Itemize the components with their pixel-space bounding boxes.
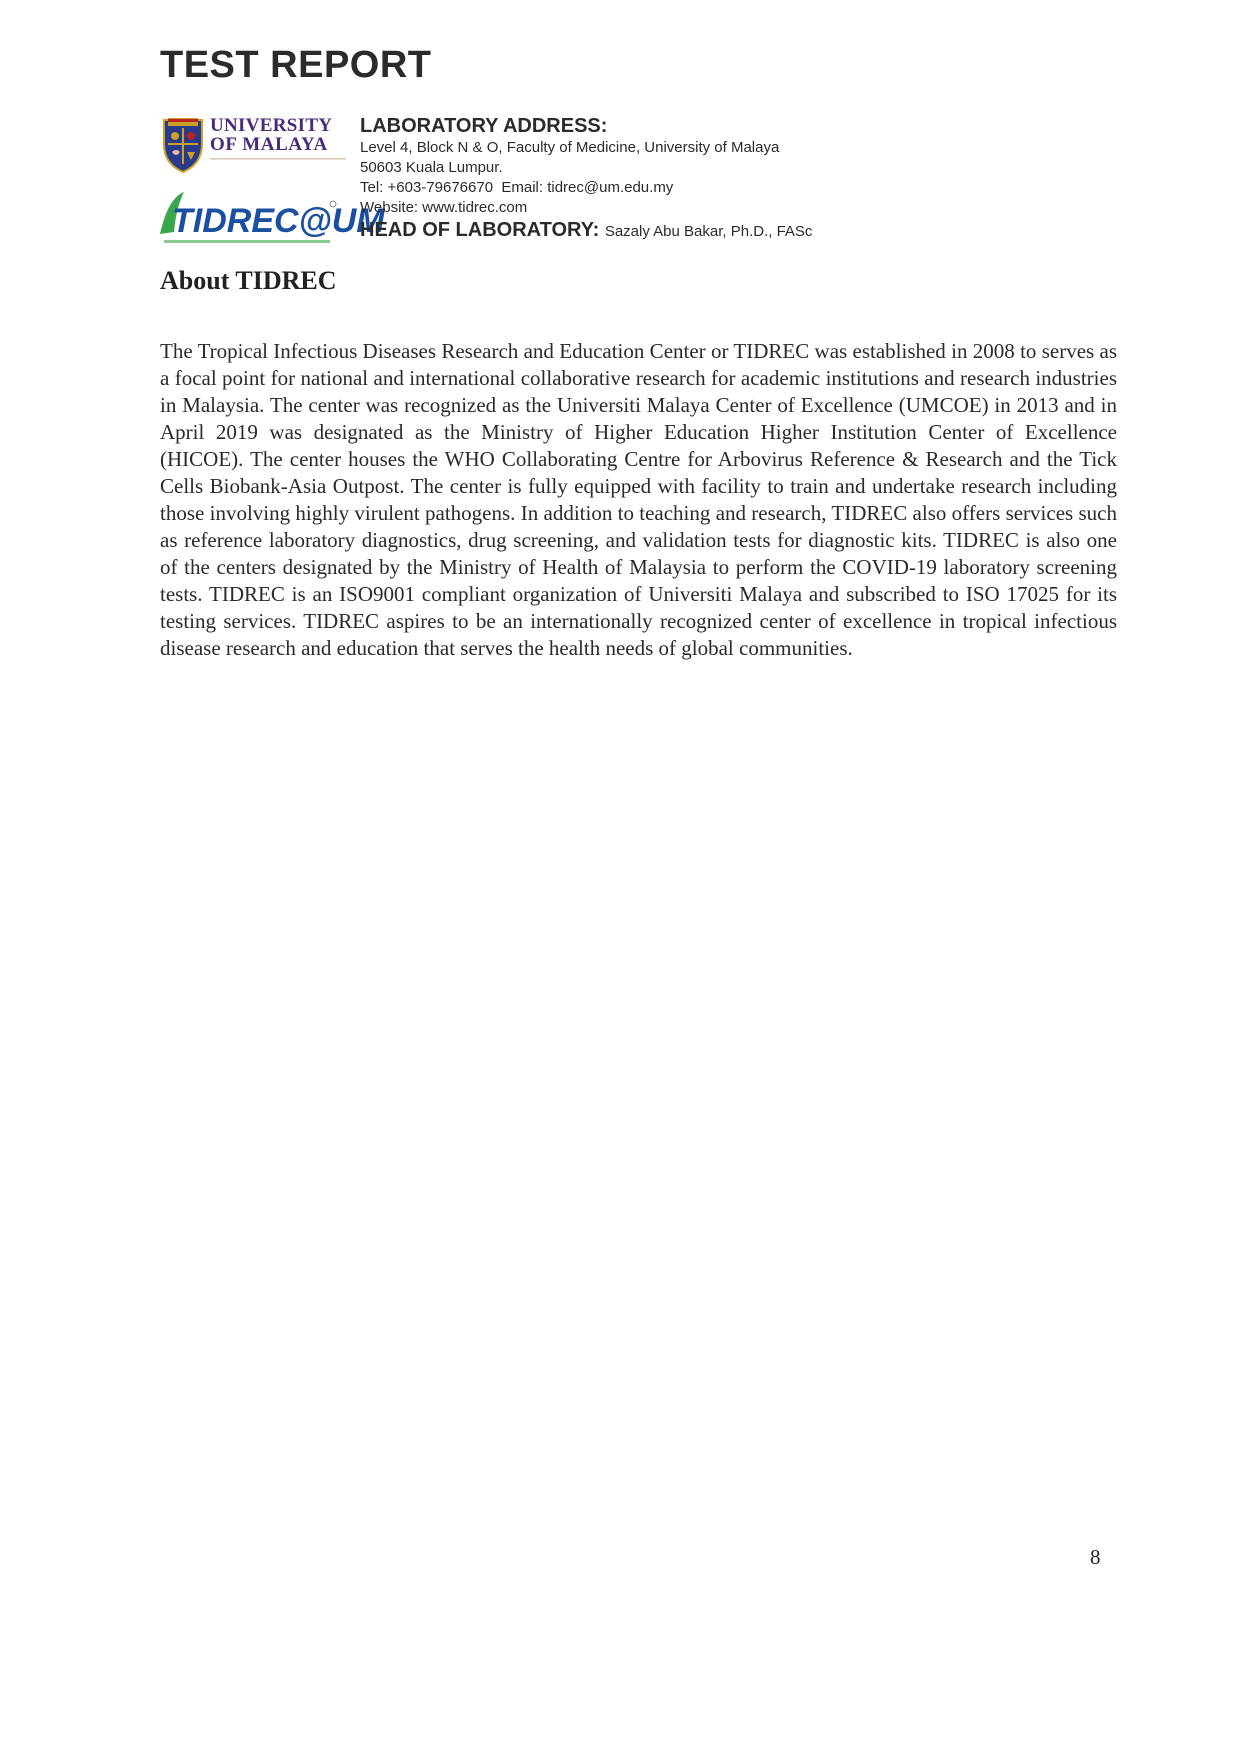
contact-line: Tel: +603-79676670 Email: tidrec@um.edu.my [360,179,674,196]
university-crest-icon [160,114,206,174]
about-paragraph: The Tropical Infectious Diseases Research and Education Center or TIDREC was established in 2008 to serves as a focal point for national and international collaborative research for academic institutions and research industries in Malaysia. The center was recognized as the Universiti Malaya Center of Excellence (UMCOE) in 2013 and in April 2019 was designated as the Ministry of Higher Education Higher Institution Center of Excellence (HICOE). The center houses the WHO Collaborating Centre for Arbovirus Reference & Research and the Tick Cells Biobank-Asia Outpost. The center is fully equipped with facility to train and undertake research including those involving highly virulent pathogens. In addition to teaching and research, TIDREC also offers services such as reference laboratory diagnostics, drug screening, and validation tests for diagnostic kits. TIDREC is also one of the centers designated by the Ministry of Health of Malaysia to perform the COVID-19 laboratory screening tests. TIDREC is an ISO9001 compliant organization of Universiti Malaya and subscribed to ISO 17025 for its testing services. TIDREC aspires to be an internationally recognized center of excellence in tropical infectious disease research and education that serves the health needs of global communities. [160,339,1117,660]
university-name-line1: UNIVERSITY [210,115,333,136]
head-of-laboratory-heading: HEAD OF LABORATORY: [360,219,600,241]
head-of-laboratory-name: Sazaly Abu Bakar, Ph.D., FASc [604,223,813,240]
university-name-line2: OF MALAYA [210,134,328,155]
university-of-malaya-logo [160,114,346,176]
report-title: TEST REPORT [160,44,432,86]
laboratory-address-heading: LABORATORY ADDRESS: [360,115,608,137]
tidrec-logo [158,188,385,250]
address-line-2: 50603 Kuala Lumpur. [360,159,503,176]
page-number: 8 [1090,1545,1101,1569]
address-line-1: Level 4, Block N & O, Faculty of Medicine, University of Malaya [360,139,780,156]
tidrec-logo-text: TIDREC@UM [172,202,385,240]
laboratory-info [360,114,1120,244]
head-of-laboratory [360,218,1120,244]
website-line: Website: www.tidrec.com [360,199,528,216]
university-tagline-mark [210,156,346,162]
about-section-title: About TIDREC [160,266,337,295]
